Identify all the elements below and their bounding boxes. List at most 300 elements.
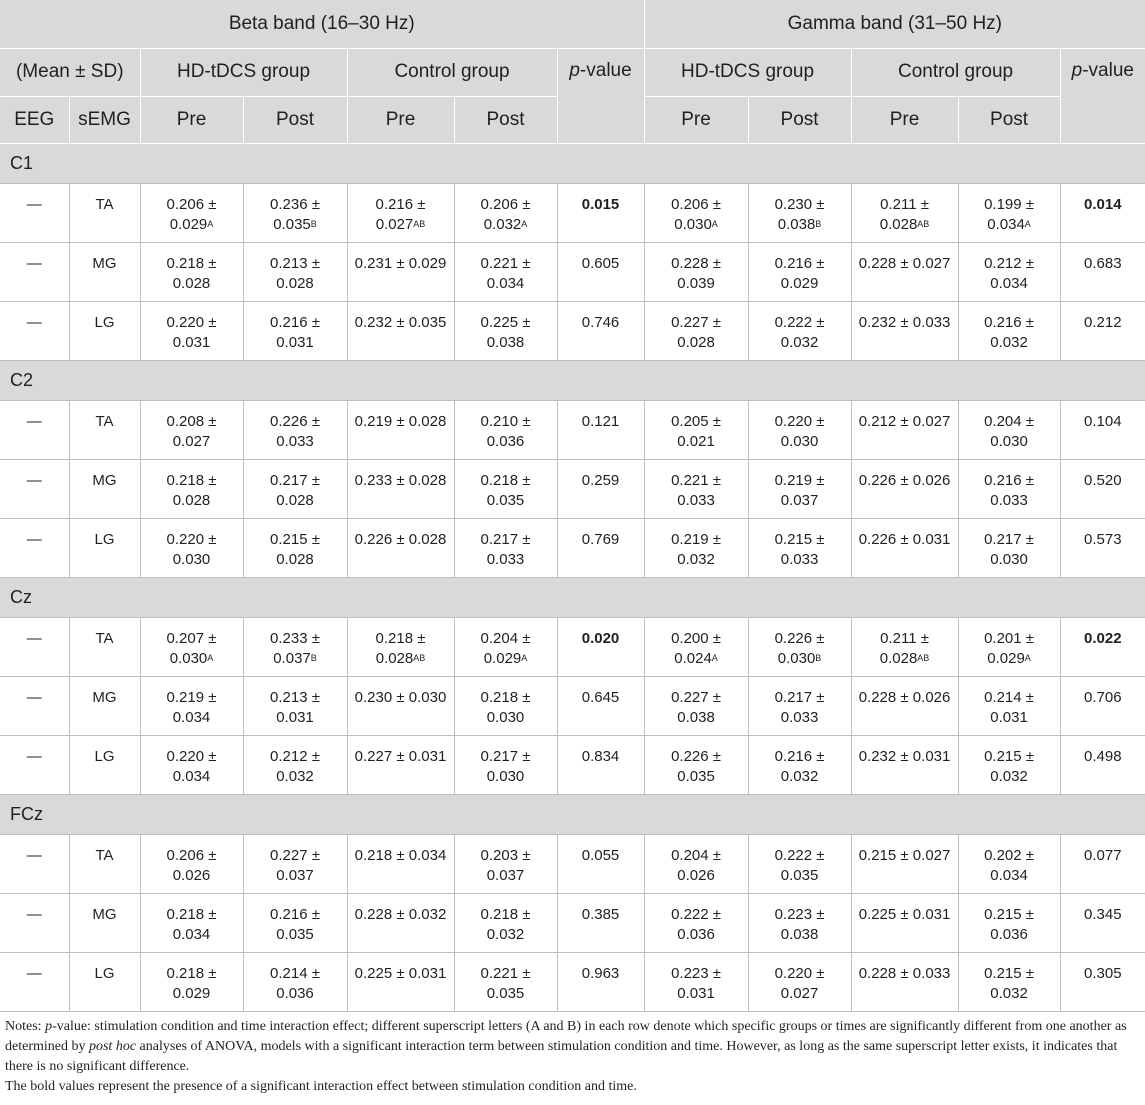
gamma-hd-post-cell-sd: 0.029 bbox=[780, 274, 819, 292]
beta-hd-post-cell-sd: 0.031 bbox=[276, 333, 314, 351]
beta-hd-post-cell-sd: $0.037^B$ bbox=[273, 649, 317, 667]
beta-hd-pre-cell-sd: 0.034 bbox=[172, 925, 211, 943]
gamma-control-pre-cell-mean: 0.228 ± 0.027 bbox=[858, 254, 951, 272]
beta-control-pre-cell bbox=[347, 242, 454, 301]
mean-sd-header: (Mean ± SD) bbox=[0, 48, 140, 96]
gamma-hd-post-cell bbox=[748, 242, 851, 301]
gamma-p-value-cell: 0.573 bbox=[1060, 518, 1145, 577]
beta-control-post-cell bbox=[454, 400, 557, 459]
semg-cell: TA bbox=[69, 617, 140, 676]
gamma-hd-pre-header: Pre bbox=[644, 96, 748, 143]
beta-hd-pre-cell bbox=[140, 617, 243, 676]
gamma-control-post-cell bbox=[958, 459, 1060, 518]
gamma-p-value-cell: 0.014 bbox=[1060, 183, 1145, 242]
beta-hd-post-cell-mean: 0.216 ± bbox=[270, 313, 320, 331]
semg-cell: TA bbox=[69, 834, 140, 893]
beta-hd-post-cell bbox=[243, 459, 347, 518]
beta-hd-pre-cell bbox=[140, 893, 243, 952]
beta-p-value-cell: 0.055 bbox=[557, 834, 644, 893]
gamma-hd-post-cell-sd: 0.027 bbox=[780, 984, 819, 1002]
beta-control-pre-cell-mean: 0.230 ± 0.030 bbox=[354, 688, 447, 706]
gamma-hd-pre-cell bbox=[644, 893, 748, 952]
gamma-control-post-cell-sd: 0.033 bbox=[990, 491, 1028, 509]
beta-control-post-cell-sd: 0.036 bbox=[486, 432, 525, 450]
semg-cell: LG bbox=[69, 952, 140, 1011]
gamma-control-pre-cell-mean: 0.215 ± 0.027 bbox=[858, 846, 951, 864]
section-row bbox=[0, 577, 1145, 617]
beta-hd-post-cell-mean: 0.213 ± bbox=[270, 688, 320, 706]
gamma-control-pre-cell-mean: 0.211 ± bbox=[880, 195, 929, 213]
beta-control-post-cell-sd: 0.035 bbox=[486, 491, 525, 509]
semg-cell: TA bbox=[69, 400, 140, 459]
gamma-hd-pre-cell-sd: 0.028 bbox=[677, 333, 715, 351]
beta-control-pre-cell-mean: 0.216 ± bbox=[375, 195, 426, 213]
beta-hd-post-cell-sd: 0.028 bbox=[276, 550, 314, 568]
gamma-control-post-cell-mean: 0.212 ± bbox=[984, 254, 1034, 272]
gamma-control-pre-cell bbox=[851, 893, 958, 952]
beta-control-pre-cell bbox=[347, 952, 454, 1011]
gamma-hd-post-cell-mean: 0.223 ± bbox=[774, 905, 825, 923]
section-row bbox=[0, 143, 1145, 183]
gamma-control-pre-cell-mean: 0.232 ± 0.033 bbox=[858, 313, 951, 331]
beta-control-post-cell-sd: 0.033 bbox=[486, 550, 525, 568]
table-row bbox=[0, 400, 1145, 459]
beta-control-pre-cell bbox=[347, 893, 454, 952]
gamma-control-post-cell bbox=[958, 400, 1060, 459]
beta-p-value-cell: 0.259 bbox=[557, 459, 644, 518]
eeg-cell: — bbox=[0, 242, 69, 301]
beta-hd-pre-cell bbox=[140, 676, 243, 735]
gamma-p-value-header: p-value bbox=[1060, 48, 1145, 143]
gamma-hd-post-cell bbox=[748, 834, 851, 893]
gamma-hd-pre-cell bbox=[644, 735, 748, 794]
beta-hd-pre-cell-sd: 0.034 bbox=[172, 708, 211, 726]
gamma-hd-pre-cell-sd: 0.031 bbox=[677, 984, 715, 1002]
beta-control-pre-cell-mean: 0.218 ± 0.034 bbox=[354, 846, 447, 864]
beta-hd-pre-cell-mean: 0.220 ± bbox=[166, 747, 217, 765]
gamma-hd-pre-cell-mean: 0.221 ± bbox=[671, 471, 721, 489]
beta-p-value-cell: 0.015 bbox=[557, 183, 644, 242]
beta-hd-pre-cell bbox=[140, 952, 243, 1011]
table-row bbox=[0, 183, 1145, 242]
gamma-hd-post-cell bbox=[748, 183, 851, 242]
gamma-control-pre-cell-mean: 0.212 ± 0.027 bbox=[858, 412, 951, 430]
gamma-hd-post-cell bbox=[748, 459, 851, 518]
gamma-hd-pre-cell-mean: 0.205 ± bbox=[671, 412, 721, 430]
table-row bbox=[0, 301, 1145, 360]
gamma-p-value-cell: 0.212 bbox=[1060, 301, 1145, 360]
gamma-control-post-cell bbox=[958, 183, 1060, 242]
gamma-control-post-cell-mean: 0.202 ± bbox=[984, 846, 1034, 864]
table-row bbox=[0, 893, 1145, 952]
beta-hd-post-cell-sd: 0.031 bbox=[276, 708, 314, 726]
gamma-hd-post-cell bbox=[748, 952, 851, 1011]
beta-control-post-cell-mean: 0.210 ± bbox=[480, 412, 531, 430]
beta-hd-post-cell-mean: 0.213 ± bbox=[270, 254, 320, 272]
eeg-cell: — bbox=[0, 834, 69, 893]
gamma-control-pre-cell bbox=[851, 301, 958, 360]
gamma-hd-post-cell-mean: 0.226 ± bbox=[774, 629, 825, 647]
gamma-hd-group-header: HD-tDCS group bbox=[644, 48, 851, 96]
beta-control-post-cell-mean: 0.217 ± bbox=[480, 747, 531, 765]
gamma-control-group-header: Control group bbox=[851, 48, 1060, 96]
gamma-p-value-cell: 0.520 bbox=[1060, 459, 1145, 518]
gamma-hd-post-cell-superscript: B bbox=[815, 218, 822, 229]
beta-hd-pre-cell bbox=[140, 400, 243, 459]
beta-hd-post-cell-mean: 0.214 ± bbox=[270, 964, 320, 982]
beta-hd-post-cell-sd: 0.028 bbox=[276, 491, 314, 509]
gamma-hd-pre-cell-sd: 0.032 bbox=[677, 550, 715, 568]
beta-hd-post-cell-sd: 0.028 bbox=[276, 274, 314, 292]
beta-p-value-cell: 0.769 bbox=[557, 518, 644, 577]
gamma-hd-pre-cell bbox=[644, 301, 748, 360]
gamma-band-header: Gamma band (31–50 Hz) bbox=[644, 0, 1145, 48]
gamma-hd-post-cell-mean: 0.216 ± bbox=[774, 747, 825, 765]
semg-cell: MG bbox=[69, 242, 140, 301]
gamma-hd-pre-cell bbox=[644, 617, 748, 676]
gamma-hd-pre-cell-mean: 0.223 ± bbox=[671, 964, 721, 982]
gamma-control-pre-cell bbox=[851, 735, 958, 794]
gamma-control-pre-cell bbox=[851, 242, 958, 301]
section-label: C1 bbox=[0, 143, 1145, 183]
beta-control-pre-cell-mean: 0.232 ± 0.035 bbox=[354, 313, 447, 331]
gamma-control-post-cell-superscript: A bbox=[1024, 218, 1031, 229]
gamma-control-post-cell-sd: $0.034^A$ bbox=[987, 215, 1031, 233]
gamma-control-pre-cell-superscript: AB bbox=[917, 652, 930, 663]
beta-control-post-cell-mean: 0.218 ± bbox=[480, 471, 531, 489]
beta-hd-pre-cell-mean: 0.208 ± bbox=[166, 412, 217, 430]
beta-control-post-cell bbox=[454, 676, 557, 735]
gamma-hd-pre-cell bbox=[644, 676, 748, 735]
beta-control-post-cell bbox=[454, 459, 557, 518]
beta-hd-pre-cell-mean: 0.218 ± bbox=[166, 254, 217, 272]
table-body bbox=[0, 143, 1145, 1011]
beta-control-pre-cell-superscript: AB bbox=[413, 652, 426, 663]
beta-hd-post-cell bbox=[243, 183, 347, 242]
gamma-hd-pre-cell-mean: 0.227 ± bbox=[671, 688, 721, 706]
beta-hd-group-header: HD-tDCS group bbox=[140, 48, 347, 96]
gamma-control-pre-cell bbox=[851, 952, 958, 1011]
gamma-hd-post-cell-sd: $0.038^B$ bbox=[777, 215, 822, 233]
gamma-control-pre-cell bbox=[851, 676, 958, 735]
gamma-hd-pre-cell-sd: 0.035 bbox=[677, 767, 715, 785]
beta-hd-pre-cell-sd: 0.028 bbox=[172, 491, 211, 509]
beta-hd-pre-cell-mean: 0.218 ± bbox=[166, 471, 217, 489]
beta-control-post-cell-sd: 0.035 bbox=[486, 984, 525, 1002]
gamma-p-value-cell: 0.706 bbox=[1060, 676, 1145, 735]
beta-control-post-cell-sd: $0.029^A$ bbox=[483, 649, 528, 667]
gamma-hd-pre-cell-sd: $0.030^A$ bbox=[674, 215, 718, 233]
table-notes bbox=[0, 1012, 1145, 1097]
gamma-control-post-cell-mean: 0.215 ± bbox=[984, 747, 1034, 765]
beta-control-post-cell-sd: $0.032^A$ bbox=[483, 215, 528, 233]
beta-hd-post-cell bbox=[243, 301, 347, 360]
gamma-control-post-cell-mean: 0.199 ± bbox=[984, 195, 1034, 213]
gamma-hd-pre-cell-mean: 0.200 ± bbox=[671, 629, 721, 647]
beta-hd-pre-cell bbox=[140, 459, 243, 518]
beta-hd-post-cell-mean: 0.217 ± bbox=[270, 471, 320, 489]
section-label: FCz bbox=[0, 794, 1145, 834]
gamma-hd-post-cell bbox=[748, 301, 851, 360]
gamma-hd-pre-cell-sd: 0.021 bbox=[677, 432, 715, 450]
beta-hd-post-cell-mean: 0.212 ± bbox=[270, 747, 320, 765]
eeg-cell: — bbox=[0, 676, 69, 735]
eeg-cell: — bbox=[0, 518, 69, 577]
gamma-hd-pre-cell bbox=[644, 459, 748, 518]
gamma-control-pre-cell-superscript: AB bbox=[917, 218, 930, 229]
beta-hd-pre-cell-sd: 0.031 bbox=[172, 333, 211, 351]
beta-hd-pre-cell-sd: 0.027 bbox=[172, 432, 211, 450]
beta-hd-post-cell-sd: 0.032 bbox=[276, 767, 314, 785]
beta-control-post-cell bbox=[454, 952, 557, 1011]
gamma-p-value-cell: 0.498 bbox=[1060, 735, 1145, 794]
gamma-hd-post-cell-sd: 0.037 bbox=[780, 491, 819, 509]
eeg-cell: — bbox=[0, 301, 69, 360]
beta-control-post-cell-mean: 0.221 ± bbox=[480, 964, 531, 982]
beta-control-pre-cell bbox=[347, 183, 454, 242]
beta-control-post-cell bbox=[454, 834, 557, 893]
beta-hd-pre-cell-mean: 0.218 ± bbox=[166, 905, 217, 923]
gamma-control-post-cell-sd: 0.034 bbox=[990, 866, 1028, 884]
gamma-hd-post-cell-sd: $0.030^B$ bbox=[777, 649, 822, 667]
gamma-control-post-cell-superscript: A bbox=[1024, 652, 1031, 663]
eeg-cell: — bbox=[0, 952, 69, 1011]
section-row bbox=[0, 360, 1145, 400]
gamma-control-pre-cell bbox=[851, 518, 958, 577]
section-row bbox=[0, 794, 1145, 834]
gamma-p-value-cell: 0.305 bbox=[1060, 952, 1145, 1011]
beta-control-pre-cell-mean: 0.218 ± bbox=[375, 629, 426, 647]
gamma-control-post-cell bbox=[958, 676, 1060, 735]
table-row bbox=[0, 518, 1145, 577]
gamma-control-pre-cell-sd: $0.028^{AB}$ bbox=[879, 649, 930, 667]
gamma-hd-post-cell-mean: 0.222 ± bbox=[774, 313, 825, 331]
gamma-control-post-cell-sd: 0.034 bbox=[990, 274, 1028, 292]
gamma-hd-pre-cell bbox=[644, 518, 748, 577]
gamma-hd-pre-cell bbox=[644, 952, 748, 1011]
beta-control-pre-cell-mean: 0.233 ± 0.028 bbox=[354, 471, 447, 489]
beta-control-post-cell-sd: 0.030 bbox=[486, 708, 525, 726]
gamma-control-pre-cell-mean: 0.232 ± 0.031 bbox=[858, 747, 951, 765]
beta-control-group-header: Control group bbox=[347, 48, 557, 96]
gamma-control-post-cell bbox=[958, 301, 1060, 360]
beta-control-post-cell-mean: 0.218 ± bbox=[480, 905, 531, 923]
beta-hd-pre-cell bbox=[140, 301, 243, 360]
gamma-control-pre-cell-mean: 0.228 ± 0.026 bbox=[858, 688, 951, 706]
beta-control-post-cell bbox=[454, 893, 557, 952]
gamma-hd-post-cell-sd: 0.033 bbox=[780, 550, 819, 568]
beta-hd-post-cell-superscript: B bbox=[310, 218, 317, 229]
beta-control-post-cell-superscript: A bbox=[521, 218, 528, 229]
beta-control-post-cell bbox=[454, 242, 557, 301]
notes-line-1: Notes: p-value: stimulation condition and time interaction effect; different superscript letters (A and B) in each row denote which specific groups or times are significantly different from one another as determined by post hoc analyses of ANOVA, models with a significant interaction term between stimulation condition and time. However, as long as the same superscript letter exists, it indicates that there is no significant difference. bbox=[5, 1018, 1127, 1074]
beta-control-pre-cell bbox=[347, 735, 454, 794]
gamma-hd-pre-cell-mean: 0.204 ± bbox=[671, 846, 721, 864]
beta-control-post-header: Post bbox=[454, 96, 557, 143]
beta-hd-post-cell-mean: 0.226 ± bbox=[270, 412, 320, 430]
gamma-control-pre-cell-mean: 0.211 ± bbox=[880, 629, 929, 647]
beta-hd-pre-cell-mean: 0.220 ± bbox=[166, 313, 217, 331]
gamma-hd-pre-cell-sd: 0.033 bbox=[677, 491, 715, 509]
beta-hd-pre-cell-sd: $0.029^A$ bbox=[169, 215, 214, 233]
table-row bbox=[0, 676, 1145, 735]
beta-p-value-header: p-value bbox=[557, 48, 644, 143]
gamma-p-value-cell: 0.022 bbox=[1060, 617, 1145, 676]
gamma-control-post-cell-sd: 0.032 bbox=[990, 333, 1028, 351]
gamma-control-post-cell bbox=[958, 617, 1060, 676]
beta-hd-pre-cell-superscript: A bbox=[207, 652, 214, 663]
table-row bbox=[0, 834, 1145, 893]
beta-control-post-cell-superscript: A bbox=[521, 652, 528, 663]
beta-hd-post-cell-mean: 0.233 ± bbox=[270, 629, 320, 647]
beta-hd-post-cell bbox=[243, 518, 347, 577]
beta-hd-post-cell bbox=[243, 893, 347, 952]
gamma-hd-pre-cell bbox=[644, 834, 748, 893]
beta-hd-pre-cell-sd: $0.030^A$ bbox=[169, 649, 214, 667]
gamma-hd-pre-cell-sd: 0.039 bbox=[677, 274, 715, 292]
beta-control-post-cell-sd: 0.038 bbox=[486, 333, 525, 351]
beta-control-pre-cell bbox=[347, 518, 454, 577]
beta-control-post-cell-mean: 0.204 ± bbox=[480, 629, 531, 647]
gamma-hd-pre-cell-mean: 0.219 ± bbox=[671, 530, 721, 548]
gamma-hd-pre-cell-mean: 0.228 ± bbox=[671, 254, 721, 272]
beta-hd-post-cell bbox=[243, 242, 347, 301]
gamma-hd-pre-cell bbox=[644, 183, 748, 242]
gamma-control-post-cell bbox=[958, 518, 1060, 577]
gamma-control-pre-cell bbox=[851, 834, 958, 893]
beta-hd-post-cell-sd: $0.035^B$ bbox=[273, 215, 317, 233]
gamma-hd-pre-cell-sd: 0.038 bbox=[677, 708, 715, 726]
beta-control-pre-cell-sd: $0.027^{AB}$ bbox=[375, 215, 426, 233]
beta-control-pre-cell bbox=[347, 617, 454, 676]
gamma-p-value-cell: 0.077 bbox=[1060, 834, 1145, 893]
beta-hd-post-cell bbox=[243, 834, 347, 893]
gamma-hd-post-cell bbox=[748, 400, 851, 459]
table-row bbox=[0, 735, 1145, 794]
gamma-hd-pre-cell bbox=[644, 400, 748, 459]
gamma-hd-pre-cell-mean: 0.227 ± bbox=[671, 313, 721, 331]
gamma-control-post-cell-mean: 0.216 ± bbox=[984, 471, 1034, 489]
eeg-cell: — bbox=[0, 183, 69, 242]
semg-cell: MG bbox=[69, 893, 140, 952]
beta-hd-pre-cell-mean: 0.220 ± bbox=[166, 530, 217, 548]
gamma-control-post-cell-mean: 0.216 ± bbox=[984, 313, 1034, 331]
beta-control-pre-cell-sd: $0.028^{AB}$ bbox=[375, 649, 426, 667]
section-label: C2 bbox=[0, 360, 1145, 400]
beta-hd-post-cell bbox=[243, 952, 347, 1011]
gamma-control-post-cell-sd: 0.032 bbox=[990, 984, 1028, 1002]
eeg-header: EEG bbox=[0, 96, 69, 143]
beta-control-pre-cell-mean: 0.231 ± 0.029 bbox=[354, 254, 447, 272]
gamma-control-post-cell-sd: 0.036 bbox=[990, 925, 1028, 943]
eeg-cell: — bbox=[0, 735, 69, 794]
gamma-p-value-cell: 0.104 bbox=[1060, 400, 1145, 459]
gamma-control-post-cell bbox=[958, 952, 1060, 1011]
beta-hd-post-header: Post bbox=[243, 96, 347, 143]
beta-hd-post-cell-sd: 0.036 bbox=[276, 984, 314, 1002]
gamma-hd-pre-cell-mean: 0.226 ± bbox=[671, 747, 721, 765]
gamma-hd-pre-cell bbox=[644, 242, 748, 301]
beta-hd-post-cell-mean: 0.215 ± bbox=[270, 530, 320, 548]
semg-cell: LG bbox=[69, 518, 140, 577]
beta-control-pre-cell bbox=[347, 459, 454, 518]
gamma-p-value-cell: 0.683 bbox=[1060, 242, 1145, 301]
beta-control-post-cell-sd: 0.037 bbox=[486, 866, 525, 884]
gamma-hd-post-cell-superscript: B bbox=[815, 652, 822, 663]
eeg-cell: — bbox=[0, 893, 69, 952]
beta-hd-post-cell-superscript: B bbox=[310, 652, 317, 663]
gamma-hd-pre-cell-mean: 0.222 ± bbox=[671, 905, 721, 923]
gamma-hd-pre-cell-superscript: A bbox=[711, 652, 718, 663]
beta-p-value-cell: 0.020 bbox=[557, 617, 644, 676]
beta-control-post-cell bbox=[454, 735, 557, 794]
beta-p-value-cell: 0.385 bbox=[557, 893, 644, 952]
beta-hd-pre-cell bbox=[140, 242, 243, 301]
beta-hd-post-cell bbox=[243, 735, 347, 794]
semg-cell: MG bbox=[69, 676, 140, 735]
gamma-control-pre-header: Pre bbox=[851, 96, 958, 143]
beta-hd-pre-cell-sd: 0.029 bbox=[172, 984, 211, 1002]
beta-control-pre-cell bbox=[347, 301, 454, 360]
beta-control-pre-cell-mean: 0.228 ± 0.032 bbox=[354, 905, 447, 923]
beta-control-post-cell-mean: 0.218 ± bbox=[480, 688, 531, 706]
gamma-control-post-header: Post bbox=[958, 96, 1060, 143]
beta-control-post-cell-mean: 0.225 ± bbox=[480, 313, 531, 331]
gamma-control-post-cell-mean: 0.204 ± bbox=[984, 412, 1034, 430]
beta-control-pre-cell-mean: 0.219 ± 0.028 bbox=[354, 412, 447, 430]
beta-hd-pre-cell-mean: 0.206 ± bbox=[166, 846, 217, 864]
gamma-hd-post-cell-mean: 0.215 ± bbox=[774, 530, 825, 548]
beta-hd-post-cell-mean: 0.216 ± bbox=[270, 905, 320, 923]
gamma-hd-post-cell-sd: 0.030 bbox=[780, 432, 819, 450]
beta-hd-pre-cell-sd: 0.026 bbox=[172, 866, 211, 884]
beta-control-pre-cell-superscript: AB bbox=[413, 218, 426, 229]
beta-hd-pre-cell-sd: 0.034 bbox=[172, 767, 211, 785]
gamma-hd-post-cell bbox=[748, 617, 851, 676]
eeg-cell: — bbox=[0, 400, 69, 459]
gamma-hd-post-cell-sd: 0.032 bbox=[780, 333, 819, 351]
beta-hd-post-cell-sd: 0.035 bbox=[276, 925, 314, 943]
semg-header: sEMG bbox=[69, 96, 140, 143]
gamma-control-pre-cell bbox=[851, 183, 958, 242]
beta-control-pre-cell-mean: 0.225 ± 0.031 bbox=[354, 964, 447, 982]
gamma-control-post-cell-mean: 0.215 ± bbox=[984, 905, 1034, 923]
beta-band-header: Beta band (16–30 Hz) bbox=[0, 0, 644, 48]
gamma-hd-post-header: Post bbox=[748, 96, 851, 143]
gamma-control-pre-cell bbox=[851, 617, 958, 676]
gamma-hd-post-cell-mean: 0.217 ± bbox=[774, 688, 825, 706]
gamma-hd-post-cell-mean: 0.216 ± bbox=[774, 254, 825, 272]
gamma-control-pre-cell bbox=[851, 459, 958, 518]
beta-control-post-cell-mean: 0.217 ± bbox=[480, 530, 531, 548]
beta-hd-post-cell-mean: 0.227 ± bbox=[270, 846, 320, 864]
gamma-control-pre-cell-mean: 0.226 ± 0.031 bbox=[858, 530, 951, 548]
gamma-control-post-cell bbox=[958, 242, 1060, 301]
gamma-control-post-cell-sd: 0.030 bbox=[990, 432, 1028, 450]
section-label: Cz bbox=[0, 577, 1145, 617]
gamma-hd-pre-cell-sd: 0.036 bbox=[677, 925, 715, 943]
beta-control-post-cell-mean: 0.203 ± bbox=[480, 846, 531, 864]
beta-p-value-cell: 0.121 bbox=[557, 400, 644, 459]
beta-hd-pre-cell-sd: 0.030 bbox=[172, 550, 211, 568]
gamma-control-post-cell bbox=[958, 834, 1060, 893]
beta-control-pre-cell-mean: 0.227 ± 0.031 bbox=[354, 747, 447, 765]
semg-cell: TA bbox=[69, 183, 140, 242]
beta-control-post-cell bbox=[454, 518, 557, 577]
gamma-hd-pre-cell-sd: $0.024^A$ bbox=[674, 649, 718, 667]
beta-control-post-cell-mean: 0.221 ± bbox=[480, 254, 531, 272]
gamma-hd-pre-cell-superscript: A bbox=[711, 218, 718, 229]
